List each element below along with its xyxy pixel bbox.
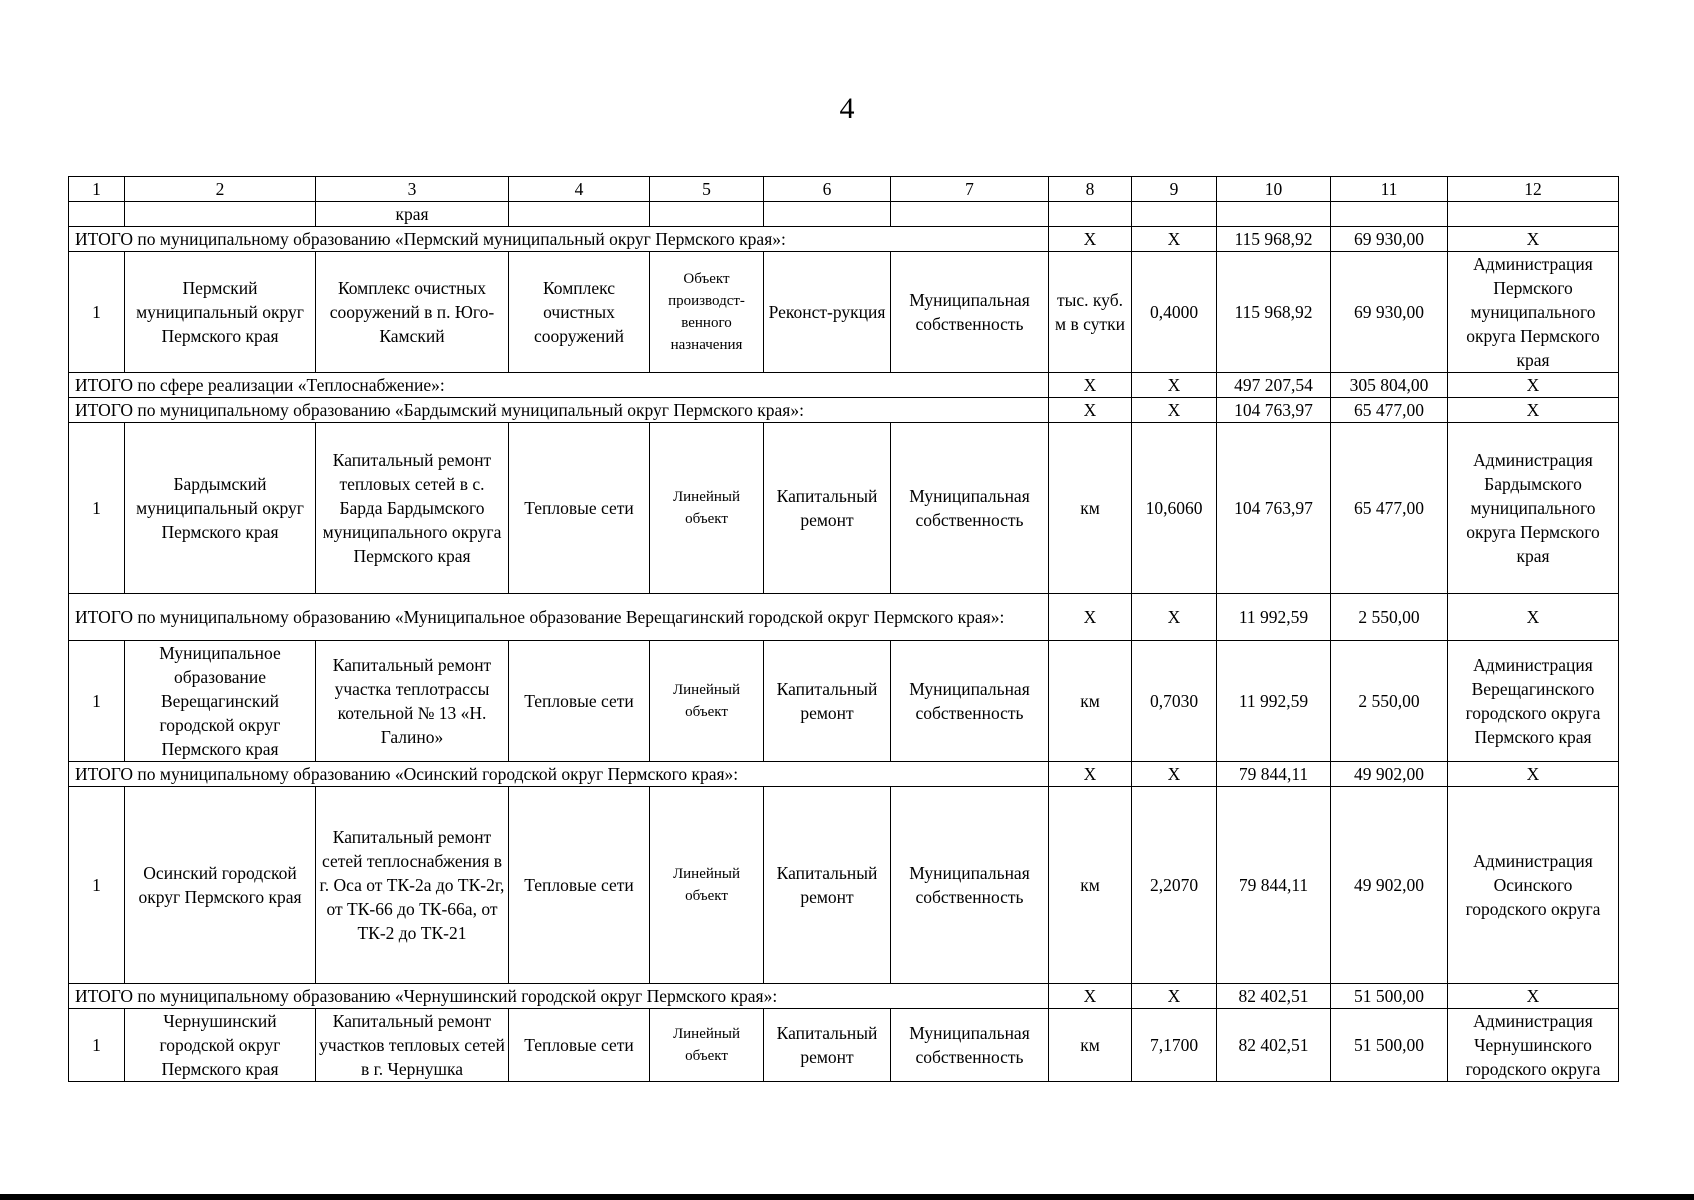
table-cell: 497 207,54 — [1217, 373, 1331, 398]
table-cell: Муниципальная собственность — [891, 423, 1049, 594]
header-cell: 6 — [764, 177, 891, 202]
table-cell: X — [1448, 373, 1619, 398]
total-label: ИТОГО по муниципальному образованию «Бардымский муниципальный округ Пермского края»: — [69, 398, 1049, 423]
table-cell: Тепловые сети — [509, 423, 650, 594]
table-cell: 69 930,00 — [1331, 252, 1448, 373]
table-cell: Администрация Чернушинского городского округа — [1448, 1009, 1619, 1082]
table-cell: 51 500,00 — [1331, 1009, 1448, 1082]
table-cell: Капитальный ремонт сетей теплоснабжения в г. Оса от ТК-2а до ТК-2г, от ТК-66 до ТК-66а, от ТК-2 до ТК-21 — [316, 787, 509, 984]
table-cell: 49 902,00 — [1331, 787, 1448, 984]
table-cell: X — [1132, 227, 1217, 252]
table-body — [69, 177, 1619, 1082]
table-cell: Капитальный ремонт — [764, 423, 891, 594]
table-cell: X — [1448, 594, 1619, 641]
table-cell: Пермский муниципальный округ Пермского края — [125, 252, 316, 373]
table-cell: Чернушинский городской округ Пермского края — [125, 1009, 316, 1082]
table-cell: 2 550,00 — [1331, 594, 1448, 641]
table-row — [69, 423, 1619, 594]
table-cell: 1 — [69, 641, 125, 762]
table-cell — [1049, 202, 1132, 227]
header-cell: 3 — [316, 177, 509, 202]
table-cell: тыс. куб. м в сутки — [1049, 252, 1132, 373]
table-cell: X — [1049, 373, 1132, 398]
table-cell: Осинский городской округ Пермского края — [125, 787, 316, 984]
total-label: ИТОГО по муниципальному образованию «Чернушинский городской округ Пермского края»: — [69, 984, 1049, 1009]
header-row — [69, 177, 1619, 202]
table-cell: 115 968,92 — [1217, 252, 1331, 373]
table-cell: 79 844,11 — [1217, 787, 1331, 984]
table-cell: X — [1049, 762, 1132, 787]
table-cell: 1 — [69, 423, 125, 594]
table-cell: Капитальный ремонт участка теплотрассы котельной № 13 «Н. Галино» — [316, 641, 509, 762]
continuation-row — [69, 202, 1619, 227]
header-cell: 12 — [1448, 177, 1619, 202]
table-cell — [764, 202, 891, 227]
table-cell: 0,4000 — [1132, 252, 1217, 373]
table-cell: 51 500,00 — [1331, 984, 1448, 1009]
table-cell: Линейный объект — [650, 423, 764, 594]
table-cell: X — [1049, 227, 1132, 252]
header-cell: 11 — [1331, 177, 1448, 202]
header-cell: 7 — [891, 177, 1049, 202]
table-cell — [891, 202, 1049, 227]
table-cell: 11 992,59 — [1217, 641, 1331, 762]
table-cell: 79 844,11 — [1217, 762, 1331, 787]
table-cell: X — [1049, 984, 1132, 1009]
table-cell: км — [1049, 787, 1132, 984]
table-cell: Линейный объект — [650, 641, 764, 762]
table-cell: Муниципальное образование Верещагинский городской округ Пермского края — [125, 641, 316, 762]
header-cell: 4 — [509, 177, 650, 202]
table-cell: Муниципальная собственность — [891, 252, 1049, 373]
table-cell: 2 550,00 — [1331, 641, 1448, 762]
table-cell: края — [316, 202, 509, 227]
table-cell: км — [1049, 423, 1132, 594]
total-row — [69, 594, 1619, 641]
table-cell: X — [1049, 594, 1132, 641]
table-cell: 1 — [69, 1009, 125, 1082]
total-label: ИТОГО по муниципальному образованию «Осинский городской округ Пермского края»: — [69, 762, 1049, 787]
table-cell: X — [1049, 398, 1132, 423]
header-cell: 5 — [650, 177, 764, 202]
table-cell: 1 — [69, 787, 125, 984]
table-cell: 115 968,92 — [1217, 227, 1331, 252]
total-row — [69, 762, 1619, 787]
table-cell: Тепловые сети — [509, 1009, 650, 1082]
table-cell: 10,6060 — [1132, 423, 1217, 594]
table-cell — [1448, 202, 1619, 227]
table-cell: 49 902,00 — [1331, 762, 1448, 787]
table-cell: X — [1448, 227, 1619, 252]
table-cell: 65 477,00 — [1331, 423, 1448, 594]
header-cell: 1 — [69, 177, 125, 202]
table-cell: Капитальный ремонт участков тепловых сетей в г. Чернушка — [316, 1009, 509, 1082]
table-cell: 2,2070 — [1132, 787, 1217, 984]
header-cell: 9 — [1132, 177, 1217, 202]
table-cell: X — [1448, 984, 1619, 1009]
table-cell: X — [1132, 594, 1217, 641]
table-cell: X — [1132, 398, 1217, 423]
table-cell — [125, 202, 316, 227]
table-row — [69, 252, 1619, 373]
table-cell — [1331, 202, 1448, 227]
total-label: ИТОГО по муниципальному образованию «Муниципальное образование Верещагинский городской округ Пермского края»: — [69, 594, 1049, 641]
table-cell: 0,7030 — [1132, 641, 1217, 762]
table-cell: Муниципальная собственность — [891, 641, 1049, 762]
table-cell: X — [1448, 762, 1619, 787]
table-row — [69, 1009, 1619, 1082]
table-cell: км — [1049, 641, 1132, 762]
table-cell: Капитальный ремонт — [764, 1009, 891, 1082]
table-cell — [1132, 202, 1217, 227]
table-cell: Тепловые сети — [509, 787, 650, 984]
table-cell: 7,1700 — [1132, 1009, 1217, 1082]
total-label: ИТОГО по муниципальному образованию «Пермский муниципальный округ Пермского края»: — [69, 227, 1049, 252]
table-cell: Капитальный ремонт — [764, 787, 891, 984]
table-cell: 104 763,97 — [1217, 398, 1331, 423]
table-cell: Комплекс очистных сооружений — [509, 252, 650, 373]
table-cell: X — [1132, 762, 1217, 787]
header-cell: 10 — [1217, 177, 1331, 202]
header-cell: 8 — [1049, 177, 1132, 202]
total-row — [69, 227, 1619, 252]
header-cell: 2 — [125, 177, 316, 202]
table-cell: 69 930,00 — [1331, 227, 1448, 252]
table-row — [69, 787, 1619, 984]
table-cell: 65 477,00 — [1331, 398, 1448, 423]
table-cell: 305 804,00 — [1331, 373, 1448, 398]
data-table — [68, 176, 1619, 1082]
total-row — [69, 373, 1619, 398]
table-cell: Администрация Осинского городского округа — [1448, 787, 1619, 984]
table-cell: 82 402,51 — [1217, 984, 1331, 1009]
table-cell: Администрация Бардымского муниципального округа Пермского края — [1448, 423, 1619, 594]
table-cell: Бардымский муниципальный округ Пермского края — [125, 423, 316, 594]
table-cell: Муниципальная собственность — [891, 1009, 1049, 1082]
table-cell: км — [1049, 1009, 1132, 1082]
table-cell — [650, 202, 764, 227]
table-cell: Тепловые сети — [509, 641, 650, 762]
table-cell: X — [1132, 373, 1217, 398]
total-row — [69, 984, 1619, 1009]
bottom-border-rule — [0, 1194, 1694, 1200]
table-row — [69, 641, 1619, 762]
table-cell: 82 402,51 — [1217, 1009, 1331, 1082]
table-cell: Администрация Верещагинского городского округа Пермского края — [1448, 641, 1619, 762]
table-cell: Линейный объект — [650, 787, 764, 984]
total-row — [69, 398, 1619, 423]
table-cell: Капитальный ремонт — [764, 641, 891, 762]
table-cell: 11 992,59 — [1217, 594, 1331, 641]
table-cell: Реконст-рукция — [764, 252, 891, 373]
table-cell — [69, 202, 125, 227]
table-cell: Объект производст-венного назначения — [650, 252, 764, 373]
table-cell: 1 — [69, 252, 125, 373]
table-cell: Комплекс очистных сооружений в п. Юго-Камский — [316, 252, 509, 373]
table-cell — [1217, 202, 1331, 227]
table-cell: Администрация Пермского муниципального округа Пермского края — [1448, 252, 1619, 373]
table-cell: Муниципальная собственность — [891, 787, 1049, 984]
table-cell: 104 763,97 — [1217, 423, 1331, 594]
page-number: 4 — [839, 92, 855, 125]
table-cell: X — [1448, 398, 1619, 423]
table-cell: Линейный объект — [650, 1009, 764, 1082]
table-cell — [509, 202, 650, 227]
total-label: ИТОГО по сфере реализации «Теплоснабжение»: — [69, 373, 1049, 398]
table-cell: Капитальный ремонт тепловых сетей в с. Барда Бардымского муниципального округа Пермского края — [316, 423, 509, 594]
table-cell: X — [1132, 984, 1217, 1009]
